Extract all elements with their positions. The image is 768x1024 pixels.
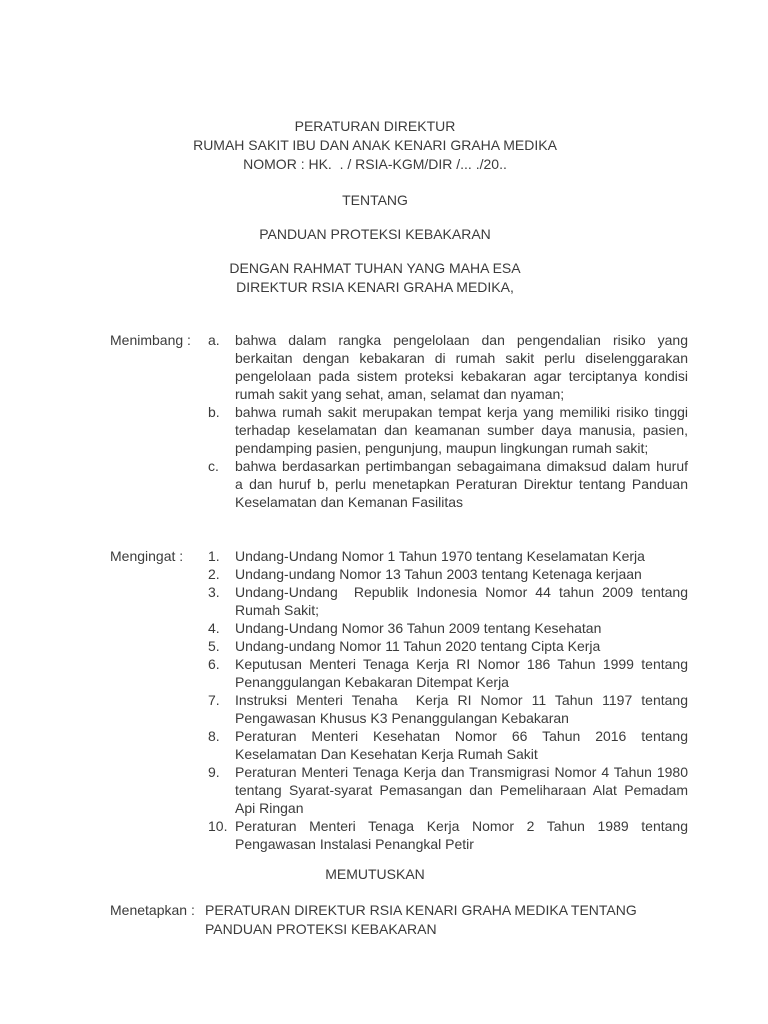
item-text: Peraturan Menteri Tenaga Kerja Nomor 2 Tahun 1989 tentang Pengawasan Instalasi Penangkal Petir <box>235 818 688 852</box>
header-hospital-name: RUMAH SAKIT IBU DAN ANAK KENARI GRAHA MEDIKA <box>193 137 557 153</box>
header-title-line: PERATURAN DIREKTUR <box>294 118 456 134</box>
list-item <box>208 691 688 727</box>
item-text: Keputusan Menteri Tenaga Kerja RI Nomor 186 Tahun 1999 tentang Penanggulangan Kebakaran Ditempat Kerja <box>235 656 688 690</box>
menetapkan-line: PANDUAN PROTEKSI KEBAKARAN <box>205 921 437 937</box>
header-issuer: DIREKTUR RSIA KENARI GRAHA MEDIKA, <box>236 279 514 295</box>
item-marker: 8. <box>208 728 220 744</box>
section-mengingat <box>110 547 688 853</box>
list-item <box>208 547 688 565</box>
section-menetapkan <box>110 901 688 939</box>
list-item <box>208 655 688 691</box>
menetapkan-line: PERATURAN DIREKTUR RSIA KENARI GRAHA MEDIKA TENTANG <box>205 902 637 918</box>
list-item <box>208 817 688 853</box>
item-text: Undang-undang Nomor 13 Tahun 2003 tentang Ketenaga kerjaan <box>235 566 642 582</box>
list-item <box>208 727 688 763</box>
menetapkan-label: Menetapkan : <box>110 902 195 918</box>
header-tentang: TENTANG <box>342 192 408 208</box>
item-text: Undang-Undang Nomor 36 Tahun 2009 tentang Kesehatan <box>235 620 602 636</box>
mengingat-items <box>208 547 688 853</box>
list-item <box>208 637 688 655</box>
header-number-line: NOMOR : HK. . / RSIA-KGM/DIR /... ./20.. <box>243 156 507 172</box>
item-marker: a. <box>208 332 220 348</box>
item-text: Undang-Undang Republik Indonesia Nomor 44 tahun 2009 tentang Rumah Sakit; <box>235 584 688 618</box>
item-marker: b. <box>208 404 220 420</box>
mengingat-label: Mengingat : <box>110 548 184 564</box>
document-header <box>0 117 750 297</box>
item-marker: 4. <box>208 620 220 636</box>
section-menimbang <box>110 331 688 511</box>
item-text: bahwa berdasarkan pertimbangan sebagaimana dimaksud dalam huruf a dan huruf b, perlu menetapkan Peraturan Direktur tentang Panduan Keselamatan dan Kemanan Fasilitas <box>235 458 688 510</box>
list-item <box>208 763 688 817</box>
item-text: Instruksi Menteri Tenaha Kerja RI Nomor 11 Tahun 1197 tentang Pengawasan Khusus K3 Penanggulangan Kebakaran <box>235 692 688 726</box>
item-text: Peraturan Menteri Tenaga Kerja dan Transmigrasi Nomor 4 Tahun 1980 tentang Syarat-syarat Pemasangan dan Pemeliharaan Alat Pemadam Api Ringan <box>235 764 688 816</box>
list-item <box>208 583 688 619</box>
item-marker: 7. <box>208 692 220 708</box>
item-marker: 6. <box>208 656 220 672</box>
menimbang-label: Menimbang : <box>110 332 191 348</box>
list-item <box>208 565 688 583</box>
item-text: bahwa rumah sakit merupakan tempat kerja yang memiliki risiko tinggi terhadap keselamatan dan keamanan sumber daya manusia, pasien, pendamping pasien, pengunjung, maupun lingkungan rumah sakit; <box>235 404 688 456</box>
header-subject: PANDUAN PROTEKSI KEBAKARAN <box>259 226 491 242</box>
item-marker: c. <box>208 458 219 474</box>
menetapkan-text <box>205 901 688 939</box>
item-text: Peraturan Menteri Kesehatan Nomor 66 Tahun 2016 tentang Keselamatan Dan Kesehatan Kerja Rumah Sakit <box>235 728 688 762</box>
list-item <box>208 331 688 403</box>
menimbang-items <box>208 331 688 511</box>
list-item <box>208 619 688 637</box>
item-marker: 2. <box>208 566 220 582</box>
item-marker: 3. <box>208 584 220 600</box>
item-text: Undang-Undang Nomor 1 Tahun 1970 tentang Keselamatan Kerja <box>235 548 645 564</box>
list-item <box>208 457 688 511</box>
item-marker: 9. <box>208 764 220 780</box>
list-item <box>208 403 688 457</box>
item-marker: 1. <box>208 548 220 564</box>
item-text: bahwa dalam rangka pengelolaan dan pengendalian risiko yang berkaitan dengan kebakaran di rumah sakit perlu diselenggarakan pengelolaan pada sistem proteksi kebakaran agar terciptanya kondisi rumah sakit yang sehat, aman, selamat dan nyaman; <box>235 332 688 402</box>
item-marker: 5. <box>208 638 220 654</box>
item-text: Undang-undang Nomor 11 Tahun 2020 tentang Cipta Kerja <box>235 638 601 654</box>
header-invocation: DENGAN RAHMAT TUHAN YANG MAHA ESA <box>229 260 521 276</box>
item-marker: 10. <box>208 818 228 834</box>
memutuskan-heading: MEMUTUSKAN <box>325 866 425 882</box>
